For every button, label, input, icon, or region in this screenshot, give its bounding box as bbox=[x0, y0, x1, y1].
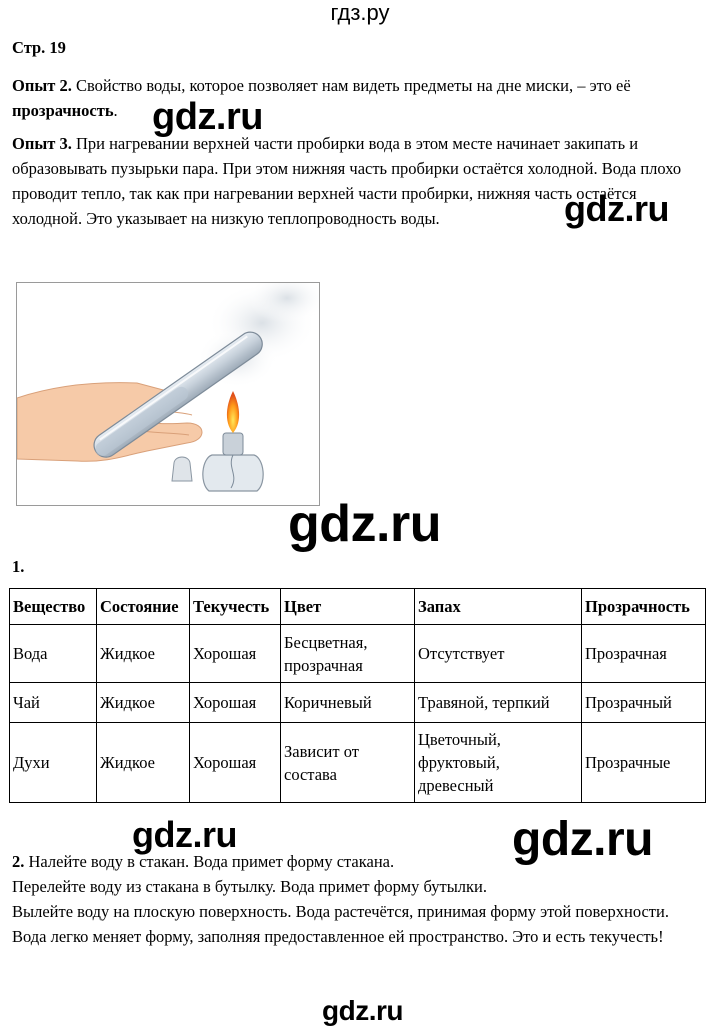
table-header: Цвет bbox=[281, 589, 415, 625]
watermark: gdz.ru bbox=[512, 813, 653, 866]
task-2-line: Вылейте воду на плоскую поверхность. Вода растечётся, принимая форму этой поверхности. bbox=[12, 902, 669, 921]
table-cell: Травяной, терпкий bbox=[415, 683, 582, 723]
watermark: gdz.ru bbox=[132, 814, 237, 855]
experiment-2-label: Опыт 2. bbox=[12, 76, 72, 95]
experiment-2-bold-term: прозрачность bbox=[12, 101, 114, 120]
watermark: gdz.ru bbox=[564, 188, 669, 229]
experiment-3-label: Опыт 3. bbox=[12, 134, 72, 153]
site-header: гдз.ру bbox=[330, 0, 390, 25]
table-cell: Хорошая bbox=[190, 625, 281, 683]
table-cell: Жидкое bbox=[97, 683, 190, 723]
task-2-line: Налейте воду в стакан. Вода примет форму стакана. bbox=[24, 852, 395, 871]
table-cell: Хорошая bbox=[190, 723, 281, 803]
table-cell: Коричневый bbox=[281, 683, 415, 723]
experiment-2-paragraph bbox=[12, 73, 708, 123]
table-cell: Бесцветная, прозрачная bbox=[281, 625, 415, 683]
watermark: gdz.ru bbox=[322, 995, 403, 1026]
substance-properties-table bbox=[9, 588, 706, 803]
test-tube-illustration bbox=[16, 282, 320, 506]
task-2-line: Вода легко меняет форму, заполняя предоставленное ей пространство. Это и есть текучесть! bbox=[12, 927, 664, 946]
table-row bbox=[10, 683, 706, 723]
table-header: Вещество bbox=[10, 589, 97, 625]
table-cell: Отсутствует bbox=[415, 625, 582, 683]
experiment-3-text: При нагревании верхней части пробирки вода в этом месте начинает закипать и образовывать пузырьки пара. При этом нижняя часть пробирки остаётся холодной. Вода плохо проводит тепло, так как при нагревании верхней части пробирки, нижняя часть остаётся холодной. Это указывает на низкую теплопроводность воды. bbox=[12, 134, 682, 228]
table-cell: Жидкое bbox=[97, 625, 190, 683]
table-header: Состояние bbox=[97, 589, 190, 625]
watermark: gdz.ru bbox=[288, 495, 441, 553]
table-cell: Чай bbox=[10, 683, 97, 723]
table-cell: Жидкое bbox=[97, 723, 190, 803]
table-row bbox=[10, 625, 706, 683]
task-2-paragraph bbox=[12, 849, 708, 949]
table-header: Запах bbox=[415, 589, 582, 625]
task-2-line: Перелейте воду из стакана в бутылку. Вода примет форму бутылки. bbox=[12, 877, 487, 896]
test-tube-drawing bbox=[17, 283, 319, 505]
table-header: Прозрачность bbox=[582, 589, 706, 625]
table-cell: Прозрачный bbox=[582, 683, 706, 723]
table-cell: Прозрачная bbox=[582, 625, 706, 683]
table-row bbox=[10, 723, 706, 803]
experiment-2-end: . bbox=[113, 101, 118, 120]
table-header: Текучесть bbox=[190, 589, 281, 625]
page-label: Стр. 19 bbox=[12, 38, 66, 57]
task-1-label: 1. bbox=[12, 557, 25, 576]
table-cell: Прозрачные bbox=[582, 723, 706, 803]
watermark: gdz.ru bbox=[152, 96, 263, 138]
table-cell: Духи bbox=[10, 723, 97, 803]
table-cell: Вода bbox=[10, 625, 97, 683]
table-cell: Хорошая bbox=[190, 683, 281, 723]
table-header-row bbox=[10, 589, 706, 625]
table-cell: Зависит от состава bbox=[281, 723, 415, 803]
experiment-2-text: Свойство воды, которое позволяет нам видеть предметы на дне миски, – это её bbox=[71, 76, 631, 95]
task-2-label: 2. bbox=[12, 852, 25, 871]
table-cell: Цветочный, фруктовый, древесный bbox=[415, 723, 582, 803]
